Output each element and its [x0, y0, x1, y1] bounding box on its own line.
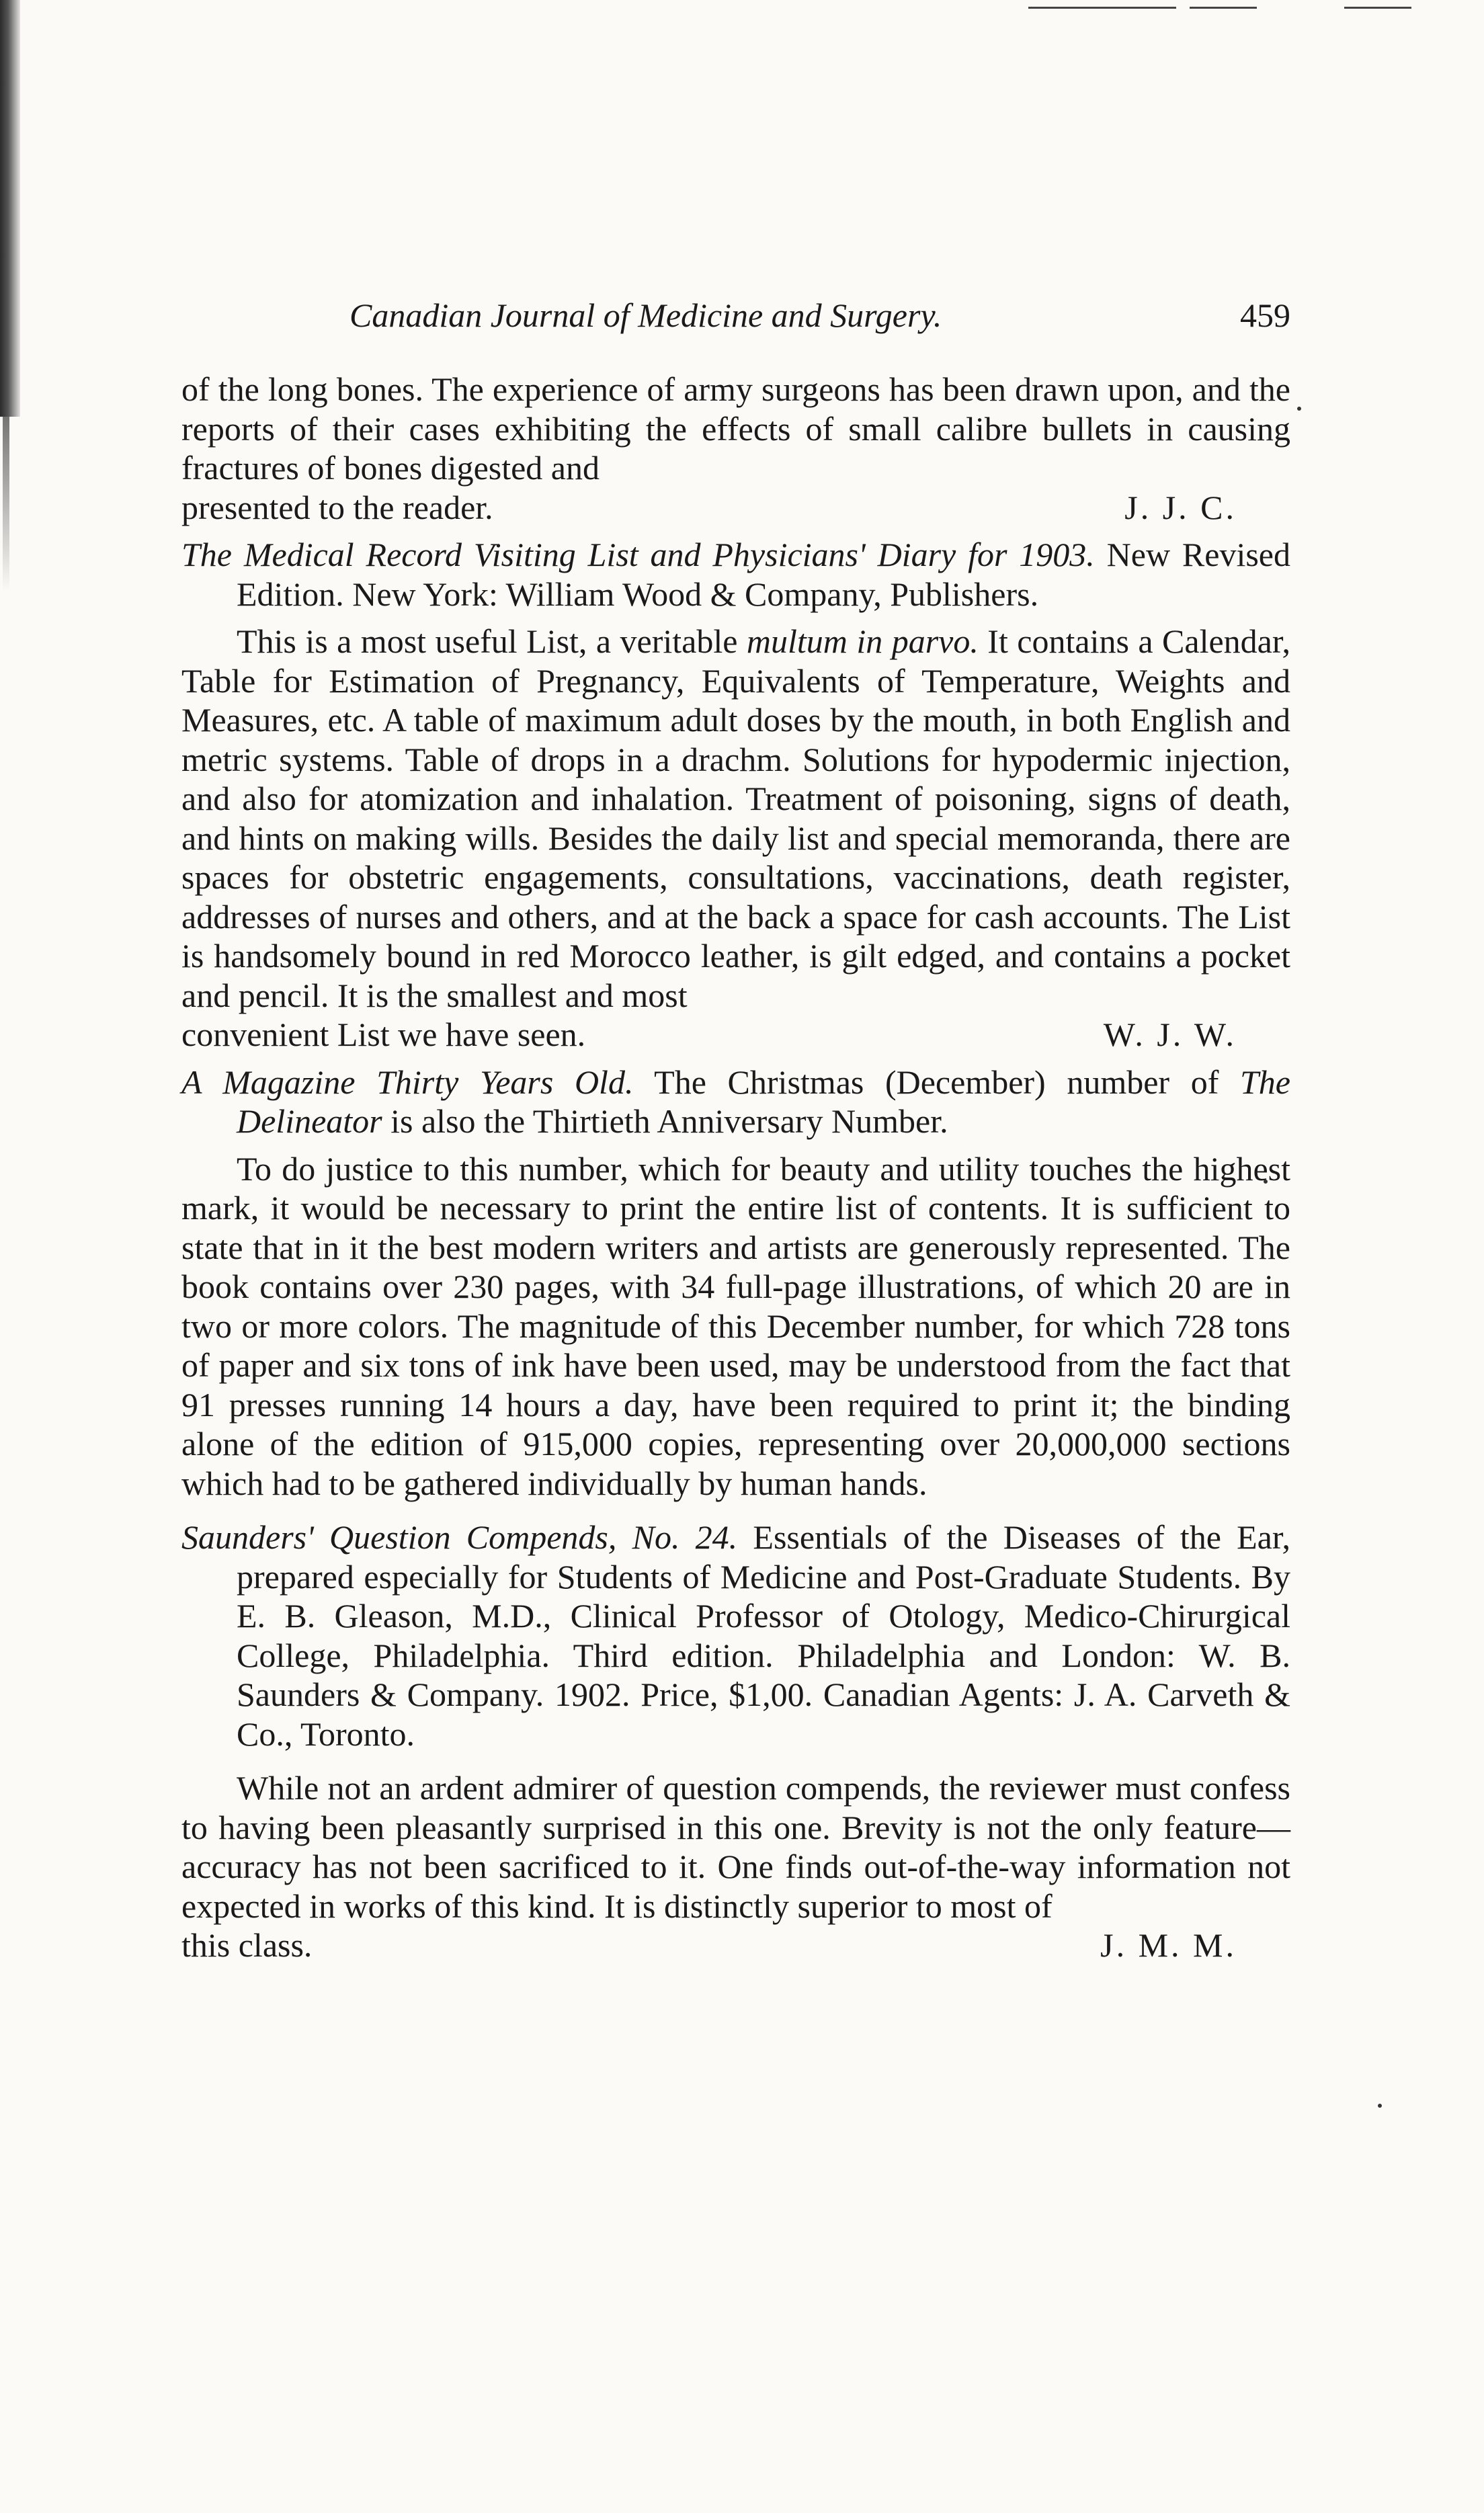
paragraph-text: this class. [181, 1926, 313, 1964]
publication-details: New Revised Edition. New York: William Wood & Company, Publishers. [237, 536, 1290, 613]
top-scan-rule [1190, 7, 1257, 9]
reviewer-initials: J. M. M. [1100, 1926, 1237, 1964]
article-title: A Magazine Thirty Years Old. [181, 1063, 634, 1101]
signature-line [181, 1015, 1290, 1055]
review-body [181, 622, 1290, 1015]
paragraph-text: is also the Thirtieth Anniversary Number. [382, 1102, 948, 1140]
review-heading [181, 1518, 1290, 1754]
page-column [181, 296, 1290, 1965]
signature-line [181, 1926, 1290, 1965]
magazine-title: The Delineator [237, 1063, 1290, 1140]
paragraph-text: The Christmas (December) number of [633, 1063, 1240, 1101]
reviewer-initials: J. J. C. [1124, 488, 1237, 526]
review-heading [181, 1063, 1290, 1141]
paragraph-text: While not an ardent admirer of question compends, the reviewer must confess to having been pleasantly surprised in this one. Brevity is not the only feature—accuracy has not been sacrificed to it. One finds out-of-the-way information not expected in works of this kind. It is distinctly superior to most of [181, 1769, 1290, 1925]
signature-line [181, 488, 1290, 528]
latin-phrase: multum in parvo. [746, 622, 979, 660]
top-scan-rule [1028, 7, 1176, 9]
binding-edge-fade [3, 417, 9, 591]
book-title: The Medical Record Visiting List and Physicians' Diary for 1903. [181, 536, 1095, 573]
paragraph-text: convenient List we have seen. [181, 1016, 586, 1053]
margin-speck [1378, 2104, 1382, 2108]
review-body [181, 1768, 1290, 1926]
paragraph-text: of the long bones. The experience of army surgeons has been drawn upon, and the reports of their cases exhibiting the effects of small calibre bullets in causing fractures of bones digested and [181, 370, 1290, 487]
running-head [181, 296, 1290, 349]
book-title: Saunders' Question Compends, No. 24. [181, 1518, 738, 1556]
binding-edge-shadow [0, 0, 20, 417]
reviewer-initials: W. J. W. [1103, 1016, 1237, 1053]
paragraph-text: It contains a Calendar, Table for Estimation of Pregnancy, Equivalents of Temperature, Weights and Measures, etc. A table of maximum adult doses by the mouth, in both English and metric systems. Table of drops in a drachm. Solutions for hypodermic injection, and also for atomization and inhalation. Treatment of poisoning, signs of death, and hints on making wills. Besides the daily list and special memoranda, there are spaces for obstetric engagements, consultations, vaccinations, death register, addresses of nurses and others, and at the back a space for cash accounts. The List is handsomely bound in red Morocco leather, is gilt edged, and contains a pocket and pencil. It is the smallest and most [181, 622, 1290, 1014]
continued-paragraph [181, 370, 1290, 488]
publication-details: Essentials of the Diseases of the Ear, prepared especially for Students of Medicine and Post-Graduate Students. By E. B. Gleason, M.D., Clinical Professor of Otology, Medico-Chirurgical College, Philadelphia. Third edition. Philadelphia and London: W. B. Saunders & Company. 1902. Price, $1,00. Canadian Agents: J. A. Carveth & Co., Toronto. [237, 1518, 1290, 1753]
top-scan-rule [1344, 7, 1411, 9]
review-heading [181, 535, 1290, 614]
journal-title: Canadian Journal of Medicine and Surgery. [349, 296, 942, 334]
review-body [181, 1149, 1290, 1503]
paragraph-text: To do justice to this number, which for beauty and utility touches the highest mark, it would be necessary to print the entire list of contents. It is sufficient to state that in it the best modern writers and artists are generously represented. The book contains over 230 pages, with 34 full-page illustrations, of which 20 are in two or more colors. The magnitude of this December number, for which 728 tons of paper and six tons of ink have been used, may be understood from the fact that 91 presses running 14 hours a day, have been required to print it; the binding alone of the edition of 915,000 copies, representing over 20,000,000 sections which had to be gathered individually by human hands. [181, 1149, 1290, 1502]
paragraph-text: This is a most useful List, a veritable [237, 622, 747, 660]
page-number: 459 [1240, 296, 1290, 334]
paragraph-text: presented to the reader. [181, 488, 493, 526]
margin-speck [1297, 407, 1301, 411]
